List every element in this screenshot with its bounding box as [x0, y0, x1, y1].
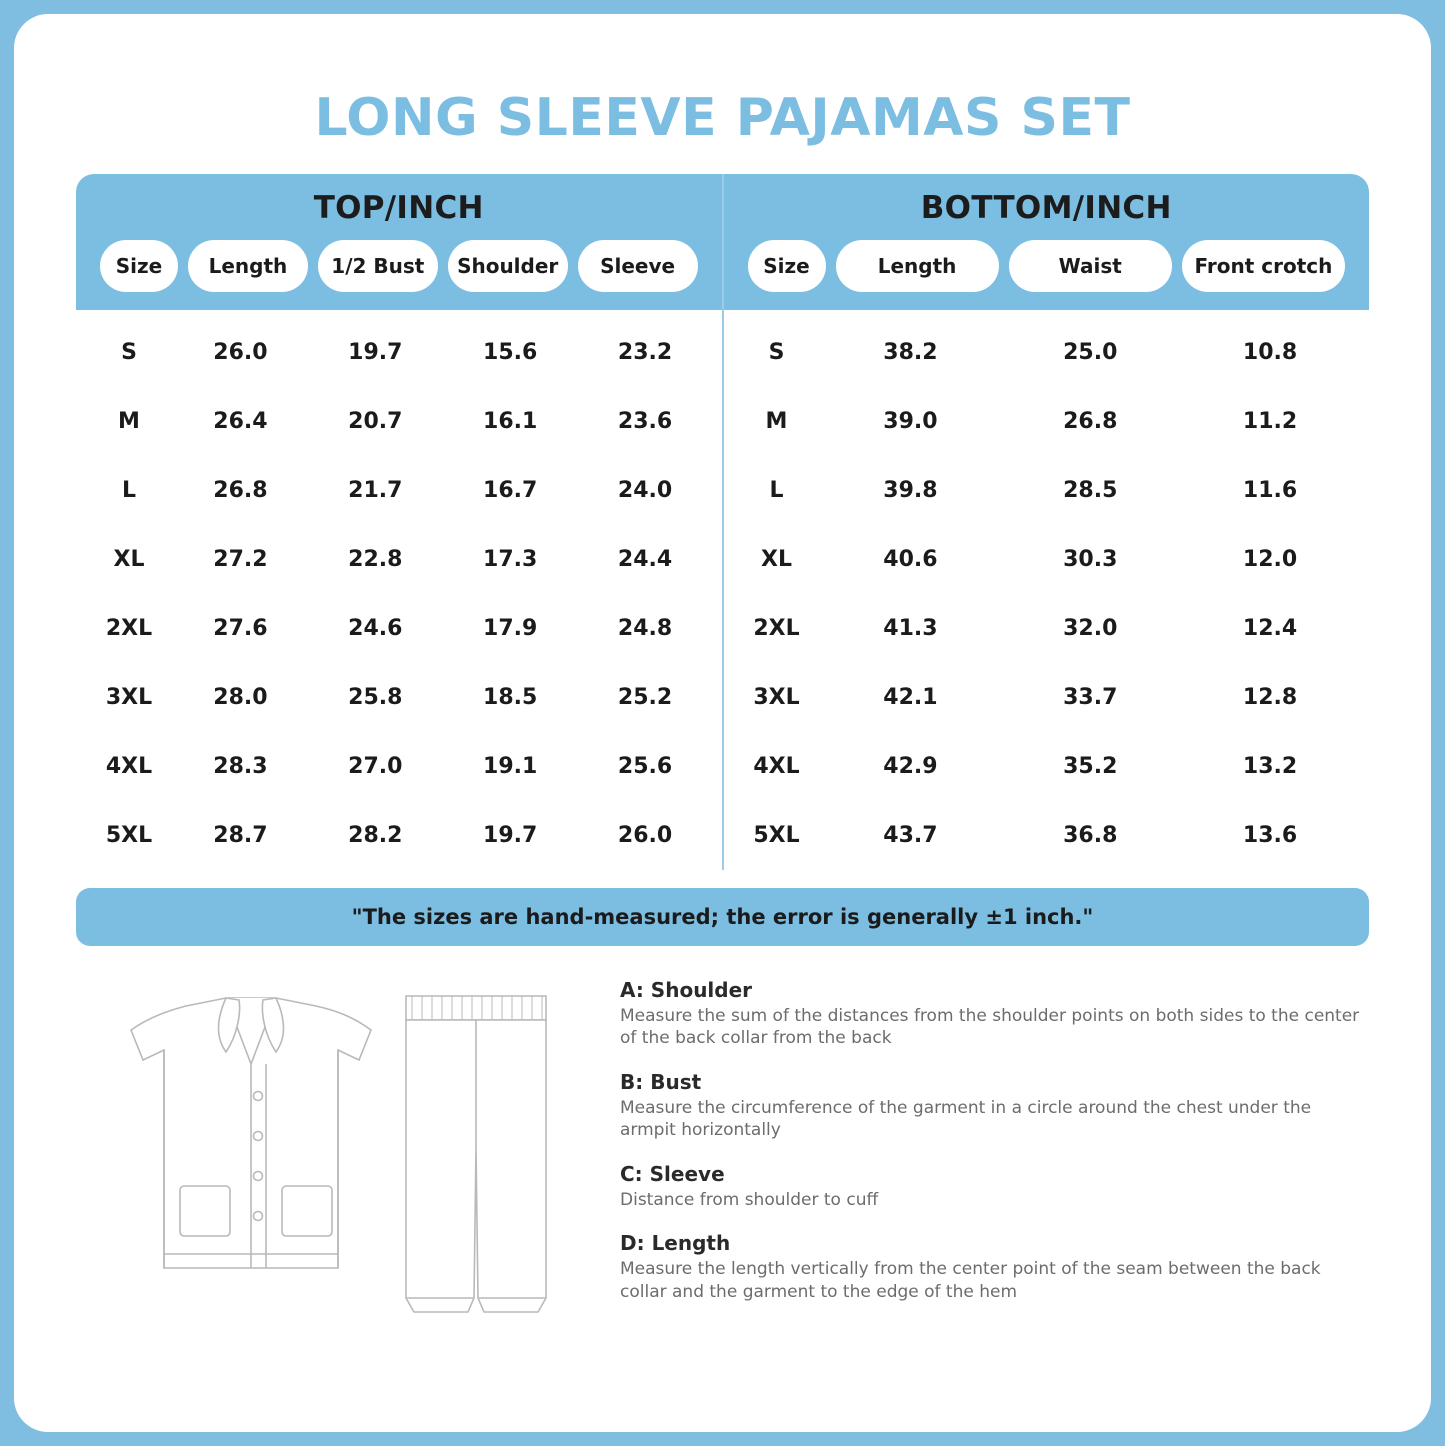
cell-half-bust: 24.6: [348, 616, 403, 641]
cell-front-crotch: 13.6: [1242, 823, 1298, 848]
cell-front-crotch: 12.0: [1242, 547, 1298, 572]
legend-term: A: Shoulder: [620, 978, 753, 1002]
cell-size: 2XL: [105, 616, 153, 641]
legend-desc: Measure the circumference of the garment in a circle around the chest under the armpit horizontally: [620, 1097, 1312, 1141]
legend-term: C: Sleeve: [620, 1161, 725, 1186]
cell-sleeve: 25.2: [617, 685, 673, 710]
top-table-header: [76, 174, 722, 310]
bottom-col-size: Size: [748, 240, 826, 292]
table-row: [76, 318, 722, 387]
cell-size: 3XL: [105, 685, 153, 710]
top-col-shoulder: Shoulder: [448, 240, 568, 292]
bottom-col-length: Length: [836, 240, 999, 292]
top-col-length: Length: [188, 240, 308, 292]
table-row: [76, 387, 722, 456]
cell-waist: 25.0: [1063, 340, 1118, 365]
cell-length: 39.8: [883, 478, 938, 503]
table-row: [724, 525, 1370, 594]
table-row: [724, 318, 1370, 387]
legend-desc: Measure the sum of the distances from the shoulder points on both sides to the center of the back collar from the back: [620, 1006, 1360, 1049]
legend-item-sleeve: [620, 1162, 1369, 1211]
cell-waist: 32.0: [1063, 616, 1118, 641]
cell-size: 5XL: [753, 823, 800, 848]
cell-length: 43.7: [883, 823, 938, 848]
top-table-rows: [76, 310, 722, 870]
cell-length: 28.3: [213, 754, 268, 779]
cell-length: 26.0: [213, 340, 268, 365]
cell-half-bust: 21.7: [348, 478, 403, 503]
cell-half-bust: 25.8: [348, 685, 403, 710]
cell-size: M: [118, 409, 140, 434]
pajama-set-illustration: [76, 968, 596, 1328]
cell-size: M: [765, 409, 788, 434]
table-row: [76, 732, 722, 801]
table-row: [76, 456, 722, 525]
cell-size: 2XL: [753, 616, 800, 641]
cell-half-bust: 22.8: [348, 547, 403, 572]
cell-sleeve: 26.0: [617, 823, 673, 848]
cell-front-crotch: 11.6: [1242, 478, 1298, 503]
top-col-sleeve: Sleeve: [578, 240, 698, 292]
cell-size: S: [121, 340, 137, 365]
cell-half-bust: 27.0: [348, 754, 403, 779]
cell-waist: 33.7: [1063, 685, 1118, 710]
cell-length: 41.3: [883, 616, 938, 641]
cell-length: 42.1: [883, 685, 938, 710]
cell-shoulder: 17.3: [483, 547, 538, 572]
cell-size: L: [121, 478, 137, 503]
table-row: [76, 594, 722, 663]
cell-length: 38.2: [883, 340, 938, 365]
cell-shoulder: 19.7: [483, 823, 538, 848]
cell-size: L: [769, 478, 784, 503]
cell-size: 3XL: [753, 685, 800, 710]
size-tables: [76, 174, 1369, 870]
cell-front-crotch: 13.2: [1242, 754, 1298, 779]
bottom-table-header: [724, 174, 1370, 310]
cell-length: 28.7: [213, 823, 268, 848]
cell-half-bust: 20.7: [348, 409, 403, 434]
bottom-col-front-crotch: Front crotch: [1182, 240, 1345, 292]
table-row: [724, 663, 1370, 732]
cell-length: 26.8: [213, 478, 268, 503]
cell-length: 40.6: [883, 547, 938, 572]
cell-shoulder: 16.1: [483, 409, 538, 434]
top-col-half-bust: 1/2 Bust: [318, 240, 438, 292]
cell-sleeve: 24.8: [617, 616, 673, 641]
cell-sleeve: 25.6: [617, 754, 673, 779]
cell-sleeve: 23.2: [617, 340, 673, 365]
measurement-legend: [620, 968, 1369, 1328]
table-row: [76, 801, 722, 870]
measurement-note: "The sizes are hand-measured; the error is generally ±1 inch.": [76, 888, 1369, 946]
legend-term: B: Bust: [620, 1069, 702, 1094]
cell-sleeve: 23.6: [617, 409, 673, 434]
bottom-table-title: BOTTOM/INCH: [920, 190, 1172, 226]
cell-front-crotch: 11.2: [1242, 409, 1298, 434]
legend-item-length: [620, 1231, 1369, 1303]
cell-sleeve: 24.0: [617, 478, 673, 503]
table-row: [724, 594, 1370, 663]
cell-length: 27.2: [213, 547, 268, 572]
top-col-size: Size: [100, 240, 178, 292]
cell-size: 4XL: [105, 754, 153, 779]
chart-card: [14, 14, 1431, 1432]
cell-half-bust: 28.2: [348, 823, 403, 848]
cell-waist: 26.8: [1063, 409, 1118, 434]
cell-shoulder: 17.9: [483, 616, 538, 641]
legend-desc: Distance from shoulder to cuff: [620, 1189, 879, 1210]
cell-size: S: [768, 340, 785, 365]
measurement-guide: [76, 968, 1369, 1328]
cell-length: 28.0: [213, 685, 268, 710]
table-row: [724, 801, 1370, 870]
cell-size: XL: [761, 547, 792, 572]
cell-waist: 35.2: [1063, 754, 1118, 779]
bottom-table-column-pills: [734, 240, 1360, 292]
legend-desc: Measure the length vertically from the center point of the seam between the back collar and the garment to the edge of the hem: [620, 1259, 1321, 1302]
cell-length: 39.0: [883, 409, 938, 434]
cell-half-bust: 19.7: [348, 340, 403, 365]
bottom-col-waist: Waist: [1009, 240, 1172, 292]
cell-shoulder: 18.5: [483, 685, 538, 710]
cell-waist: 28.5: [1063, 478, 1118, 503]
legend-item-bust: [620, 1070, 1369, 1142]
cell-waist: 36.8: [1063, 823, 1118, 848]
cell-size: XL: [113, 547, 145, 572]
cell-shoulder: 16.7: [483, 478, 538, 503]
table-row: [76, 525, 722, 594]
table-row: [724, 456, 1370, 525]
top-table-column-pills: [86, 240, 712, 292]
cell-shoulder: 15.6: [483, 340, 538, 365]
legend-term: D: Length: [620, 1231, 731, 1256]
top-table-title: TOP/INCH: [313, 190, 484, 226]
cell-sleeve: 24.4: [617, 547, 673, 572]
cell-front-crotch: 10.8: [1242, 340, 1298, 365]
table-row: [76, 663, 722, 732]
top-size-table: [76, 174, 722, 870]
table-row: [724, 387, 1370, 456]
bottom-size-table: [724, 174, 1370, 870]
bottom-table-rows: [724, 310, 1370, 870]
page-title: LONG SLEEVE PAJAMAS SET: [314, 88, 1131, 148]
cell-front-crotch: 12.8: [1242, 685, 1298, 710]
table-row: [724, 732, 1370, 801]
cell-length: 42.9: [883, 754, 938, 779]
cell-waist: 30.3: [1063, 547, 1118, 572]
cell-front-crotch: 12.4: [1242, 616, 1298, 641]
legend-item-shoulder: [620, 978, 1369, 1050]
cell-size: 4XL: [753, 754, 800, 779]
cell-shoulder: 19.1: [483, 754, 538, 779]
cell-length: 26.4: [213, 409, 268, 434]
cell-length: 27.6: [213, 616, 268, 641]
cell-size: 5XL: [105, 823, 153, 848]
